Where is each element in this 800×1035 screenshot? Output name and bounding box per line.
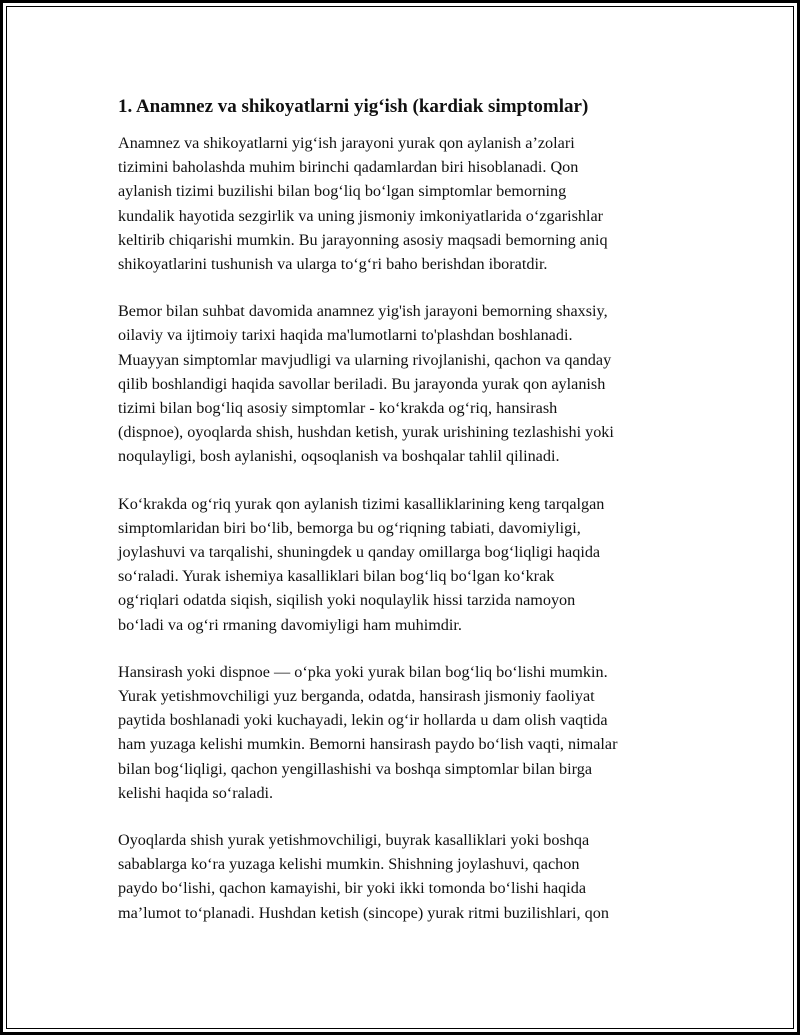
document-body (118, 95, 693, 948)
text-line: kundalik hayotida sezgirlik va uning jismoniy imkoniyatlarida o‘zgarishlar (118, 206, 604, 225)
text-line: joylashuvi va tarqalishi, shuningdek u qanday omillarga bog‘liqligi haqida (118, 543, 601, 562)
paragraph-1 (118, 131, 693, 276)
text-line: noqulayligi, bosh aylanishi, oqsoqlanish va boshqalar tahlil qilinadi. (118, 447, 560, 466)
text-line: oilaviy va ijtimoiy tarixi haqida ma'lumotlarni to'plashdan boshlanadi. (118, 326, 573, 345)
text-line: ma’lumot to‘planadi. Hushdan ketish (sincope) yurak ritmi buzilishlari, qon (118, 903, 609, 922)
text-line: tizimini baholashda muhim birinchi qadamlardan biri hisoblanadi. Qon (118, 158, 579, 177)
text-line: ham yuzaga kelishi mumkin. Bemorni hansirash paydo bo‘lish vaqti, nimalar (118, 735, 618, 754)
text-line: sabablarga ko‘ra yuzaga kelishi mumkin. Shishning joylashuvi, qachon (118, 855, 580, 874)
text-line: qilib boshlandigi haqida savollar beriladi. Bu jarayonda yurak qon aylanish (118, 374, 606, 393)
text-line: simptomlaridan biri bo‘lib, bemorga bu og‘riqning tabiati, davomiyligi, (118, 518, 581, 537)
text-line: tizimi bilan bog‘liq asosiy simptomlar - ko‘krakda og‘riq, hansirash (118, 399, 558, 418)
text-line: Oyoqlarda shish yurak yetishmovchiligi, buyrak kasalliklari yoki boshqa (118, 831, 590, 850)
text-line: (dispnoe), oyoqlarda shish, hushdan ketish, yurak urishining tezlashishi yoki (118, 423, 614, 442)
text-line: Hansirash yoki dispnoe — o‘pka yoki yurak bilan bog‘liq bo‘lishi mumkin. (118, 662, 608, 681)
text-line: kelishi haqida so‘raladi. (118, 783, 274, 802)
text-line: shikoyatlarini tushunish va ularga to‘g‘ri baho berishdan iboratdir. (118, 255, 548, 274)
text-line: so‘raladi. Yurak ishemiya kasalliklari bilan bog‘liq bo‘lgan ko‘krak (118, 567, 555, 586)
text-line: aylanish tizimi buzilishi bilan bog‘liq bo‘lgan simptomlar bemorning (118, 182, 567, 201)
paragraph-3 (118, 492, 693, 637)
text-line: bo‘ladi va og‘ri rmaning davomiyligi ham muhimdir. (118, 615, 462, 634)
text-line: Ko‘krakda og‘riq yurak qon aylanish tizimi kasalliklarining keng tarqalgan (118, 494, 605, 513)
text-line: Yurak yetishmovchiligi yuz berganda, odatda, hansirash jismoniy faoliyat (118, 687, 595, 706)
text-line: paydo bo‘lishi, qachon kamayishi, bir yoki ikki tomonda bo‘lishi haqida (118, 879, 587, 898)
paragraph-2 (118, 299, 693, 468)
text-line: keltirib chiqarishi mumkin. Bu jarayonning asosiy maqsadi bemorning aniq (118, 230, 608, 249)
text-line: paytida boshlanadi yoki kuchayadi, lekin og‘ir hollarda u dam olish vaqtida (118, 711, 608, 730)
text-line: og‘riqlari odatda siqish, siqilish yoki noqulaylik hissi tarzida namoyon (118, 591, 576, 610)
text-line: Bemor bilan suhbat davomida anamnez yig'ish jarayoni bemorning shaxsiy, (118, 302, 608, 321)
text-line: Anamnez va shikoyatlarni yig‘ish jarayoni yurak qon aylanish a’zolari (118, 134, 575, 152)
text-line: Muayyan simptomlar mavjudligi va ularning rivojlanishi, qachon va qanday (118, 350, 612, 369)
paragraph-4 (118, 660, 693, 805)
paragraph-5 (118, 828, 693, 925)
section-heading: 1. Anamnez va shikoyatlarni yig‘ish (kardiak simptomlar) (118, 96, 589, 117)
text-line: bilan bog‘liqligi, qachon yengillashishi va boshqa simptomlar bilan birga (118, 759, 593, 778)
